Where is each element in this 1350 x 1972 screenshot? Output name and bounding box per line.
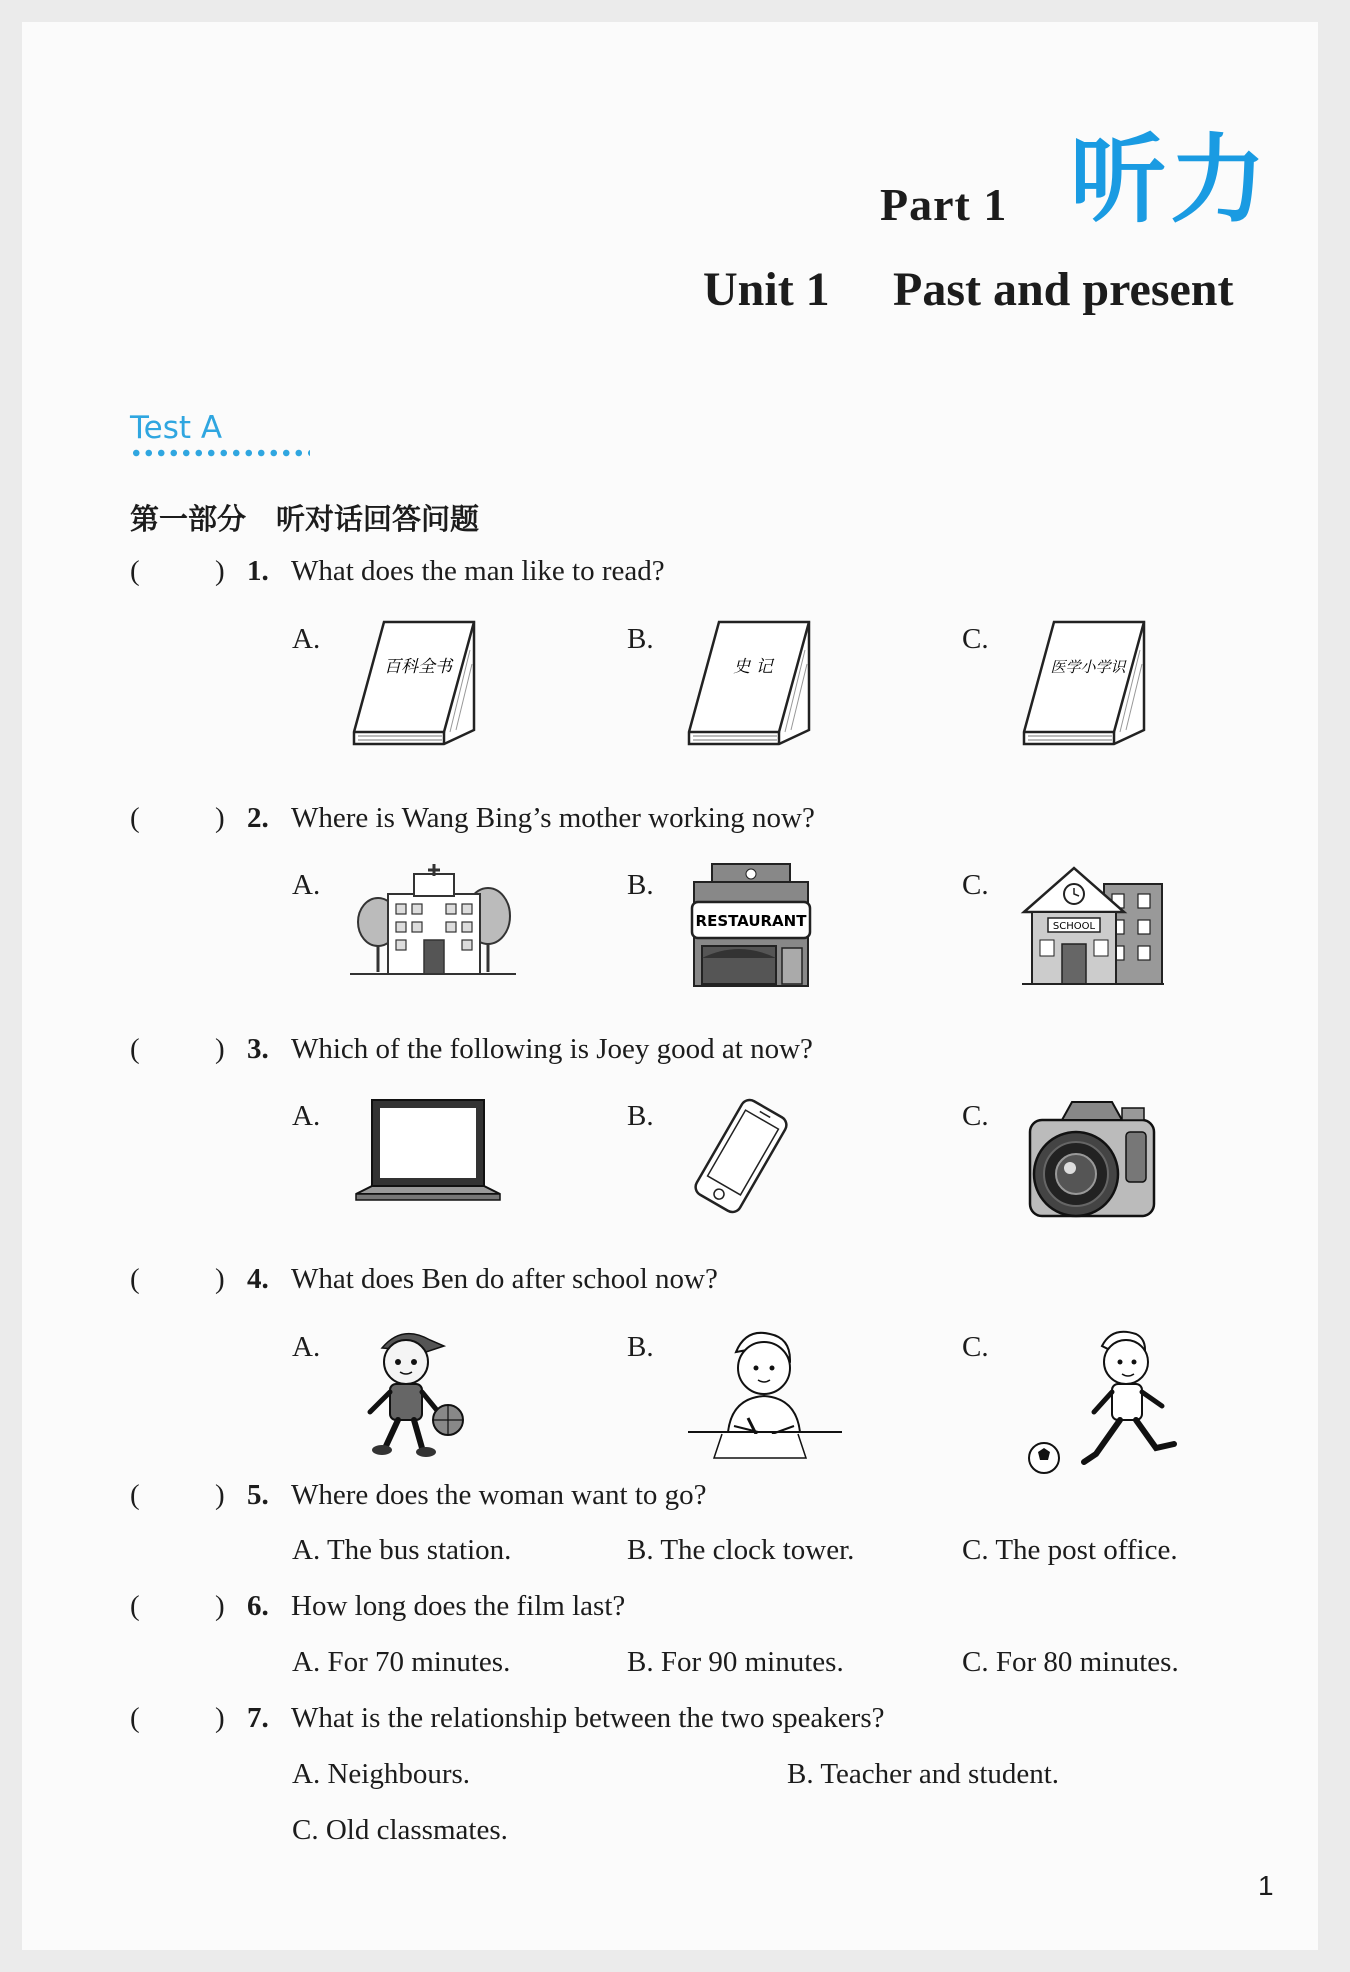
unit-title: Past and present: [893, 263, 1234, 316]
option-text: The clock tower.: [660, 1534, 855, 1566]
option-text: For 70 minutes.: [327, 1646, 511, 1678]
answer-paren-open[interactable]: (: [130, 1479, 140, 1511]
question-text: What does Ben do after school now?: [291, 1263, 718, 1295]
answer-paren-close: ): [215, 802, 225, 834]
option-letter: C.: [962, 623, 989, 655]
question-number: 6.: [247, 1590, 269, 1622]
football-boy-picture: [1024, 1326, 1198, 1476]
answer-paren-open[interactable]: (: [130, 1033, 140, 1065]
option-letter: A.: [292, 869, 321, 901]
homework-boy-picture: [686, 1326, 844, 1462]
option-letter: C.: [962, 1646, 989, 1678]
option-letter: B.: [627, 1534, 654, 1566]
question-text: Where is Wang Bing’s mother working now?: [291, 802, 815, 834]
option-text: The bus station.: [326, 1534, 512, 1566]
option-text: Teacher and student.: [820, 1758, 1060, 1790]
option-letter: C.: [962, 869, 989, 901]
option-letter: B.: [627, 1646, 654, 1678]
option-a[interactable]: [292, 1534, 511, 1567]
book-picture: [350, 620, 482, 746]
book-title: 史 记: [733, 657, 773, 677]
option-c[interactable]: [962, 1534, 1178, 1567]
answer-paren-open[interactable]: (: [130, 802, 140, 834]
option-letter: B.: [627, 623, 654, 655]
option-text: Neighbours.: [327, 1758, 471, 1790]
page-number: 1: [1258, 1870, 1274, 1901]
answer-paren-close: ): [215, 1263, 225, 1295]
question-text: Where does the woman want to go?: [291, 1479, 707, 1511]
restaurant-picture: [690, 862, 812, 988]
part-title: Part 1: [880, 179, 1008, 230]
answer-paren-close: ): [215, 1702, 225, 1734]
option-letter: C.: [962, 1534, 989, 1566]
answer-paren-close: ): [215, 555, 225, 587]
dotted-underline: [130, 449, 310, 457]
section-heading: [130, 497, 479, 538]
test-label: Test A: [130, 410, 223, 446]
answer-paren-close: ): [215, 1479, 225, 1511]
question-number: 5.: [247, 1479, 269, 1511]
restaurant-sign: RESTAURANT: [695, 912, 807, 930]
option-letter: B.: [787, 1758, 814, 1790]
school-sign: SCHOOL: [1052, 921, 1096, 932]
unit-number: Unit 1: [703, 263, 830, 316]
option-letter: B.: [627, 1331, 654, 1363]
question-number: 7.: [247, 1702, 269, 1734]
option-letter: A.: [292, 623, 321, 655]
question-number: 4.: [247, 1263, 269, 1295]
option-letter: C.: [962, 1100, 989, 1132]
question-number: 1.: [247, 555, 269, 587]
option-letter: A.: [292, 1331, 321, 1363]
option-b[interactable]: [787, 1758, 1059, 1791]
answer-paren-open[interactable]: (: [130, 1590, 140, 1622]
option-letter: C.: [292, 1814, 319, 1846]
option-letter: C.: [962, 1331, 989, 1363]
option-text: The post office.: [995, 1534, 1178, 1566]
answer-paren-open[interactable]: (: [130, 1263, 140, 1295]
camera-picture: [1022, 1096, 1158, 1226]
option-text: Old classmates.: [325, 1814, 508, 1846]
question-text: How long does the film last?: [291, 1590, 626, 1622]
book-picture: [685, 620, 817, 746]
phone-picture: [686, 1098, 796, 1214]
option-a[interactable]: [292, 1758, 470, 1791]
laptop-picture: [352, 1098, 504, 1210]
option-letter: A.: [292, 1100, 321, 1132]
book-picture: [1020, 620, 1152, 746]
question-text: Which of the following is Joey good at now?: [291, 1033, 813, 1065]
book-title: 百科全书: [384, 657, 452, 677]
option-letter: A.: [292, 1534, 321, 1566]
question-text: What does the man like to read?: [291, 555, 665, 587]
hospital-picture: [350, 862, 516, 978]
option-letter: B.: [627, 1100, 654, 1132]
question-text: What is the relationship between the two speakers?: [291, 1702, 885, 1734]
option-letter: B.: [627, 869, 654, 901]
question-number: 2.: [247, 802, 269, 834]
section-title: 听对话回答问题: [276, 502, 480, 536]
answer-paren-open[interactable]: (: [130, 1702, 140, 1734]
part-chinese-title: 听力: [1070, 124, 1270, 236]
question-number: 3.: [247, 1033, 269, 1065]
book-title: 医学小学识: [1050, 658, 1126, 676]
option-b[interactable]: [627, 1534, 854, 1567]
school-picture: [1020, 862, 1166, 990]
option-letter: A.: [292, 1646, 321, 1678]
option-text: For 90 minutes.: [660, 1646, 844, 1678]
option-c[interactable]: [962, 1646, 1179, 1679]
answer-paren-open[interactable]: (: [130, 555, 140, 587]
answer-paren-close: ): [215, 1590, 225, 1622]
option-a[interactable]: [292, 1646, 510, 1679]
section-label: 第一部分: [130, 502, 247, 536]
option-letter: A.: [292, 1758, 321, 1790]
basketball-boy-picture: [352, 1326, 470, 1462]
option-b[interactable]: [627, 1646, 844, 1679]
option-c[interactable]: [292, 1814, 508, 1847]
option-text: For 80 minutes.: [995, 1646, 1179, 1678]
answer-paren-close: ): [215, 1033, 225, 1065]
